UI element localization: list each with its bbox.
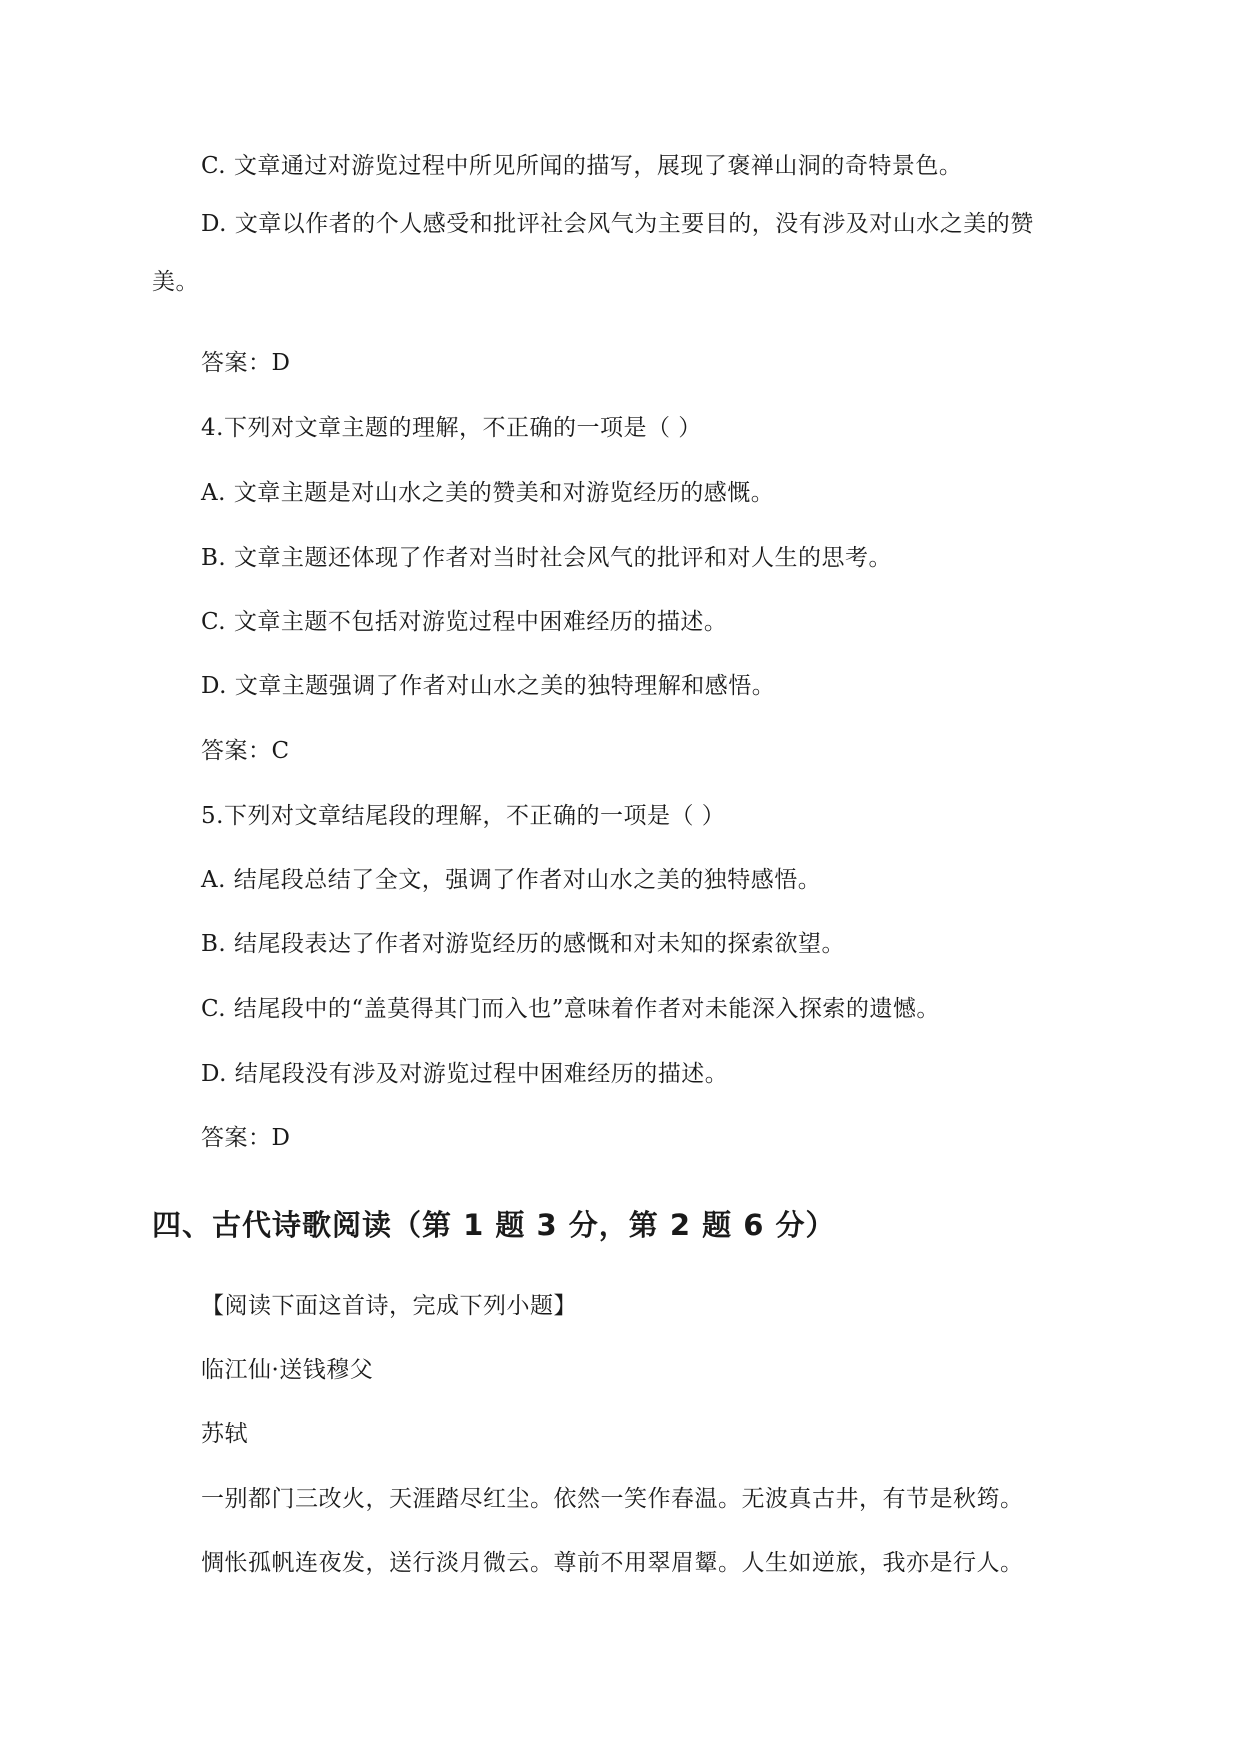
poem-title: 临江仙·送钱穆父 (201, 1357, 374, 1383)
section-4-heading: 四、古代诗歌阅读（第 1 题 3 分，第 2 题 6 分） (152, 1208, 836, 1242)
poem-author: 苏轼 (201, 1421, 248, 1447)
q3-option-c: C. 文章通过对游览过程中所见所闻的描写，展现了褒禅山洞的奇特景色。 (201, 153, 963, 179)
q5-option-c: C. 结尾段中的“盖莫得其门而入也”意味着作者对未能深入探索的遗憾。 (201, 996, 940, 1022)
q4-answer: 答案：C (201, 738, 290, 764)
q3-answer: 答案：D (201, 350, 291, 376)
q5-answer: 答案：D (201, 1125, 291, 1151)
q3-option-d-line1: D. 文章以作者的个人感受和批评社会风气为主要目的，没有涉及对山水之美的赞 (201, 211, 1034, 237)
q3-option-d-line2: 美。 (152, 269, 199, 295)
q4-option-a: A. 文章主题是对山水之美的赞美和对游览经历的感慨。 (201, 480, 775, 506)
q4-option-c: C. 文章主题不包括对游览过程中困难经历的描述。 (201, 609, 728, 635)
poem-line-1: 一别都门三改火，天涯踏尽红尘。依然一笑作春温。无波真古井，有节是秋筠。 (201, 1486, 1024, 1512)
q4-stem: 4.下列对文章主题的理解，不正确的一项是（ ） (201, 415, 702, 441)
q5-stem: 5.下列对文章结尾段的理解，不正确的一项是（ ） (201, 803, 726, 829)
q4-option-b: B. 文章主题还体现了作者对当时社会风气的批评和对人生的思考。 (201, 545, 893, 571)
poem-line-2: 惆怅孤帆连夜发，送行淡月微云。尊前不用翠眉颦。人生如逆旅，我亦是行人。 (201, 1550, 1024, 1576)
q4-option-d: D. 文章主题强调了作者对山水之美的独特理解和感悟。 (201, 673, 776, 699)
reading-instruction: 【阅读下面这首诗，完成下列小题】 (201, 1293, 577, 1319)
q5-option-a: A. 结尾段总结了全文，强调了作者对山水之美的独特感悟。 (201, 867, 822, 893)
q5-option-d: D. 结尾段没有涉及对游览过程中困难经历的描述。 (201, 1061, 729, 1087)
q5-option-b: B. 结尾段表达了作者对游览经历的感慨和对未知的探索欲望。 (201, 931, 846, 957)
